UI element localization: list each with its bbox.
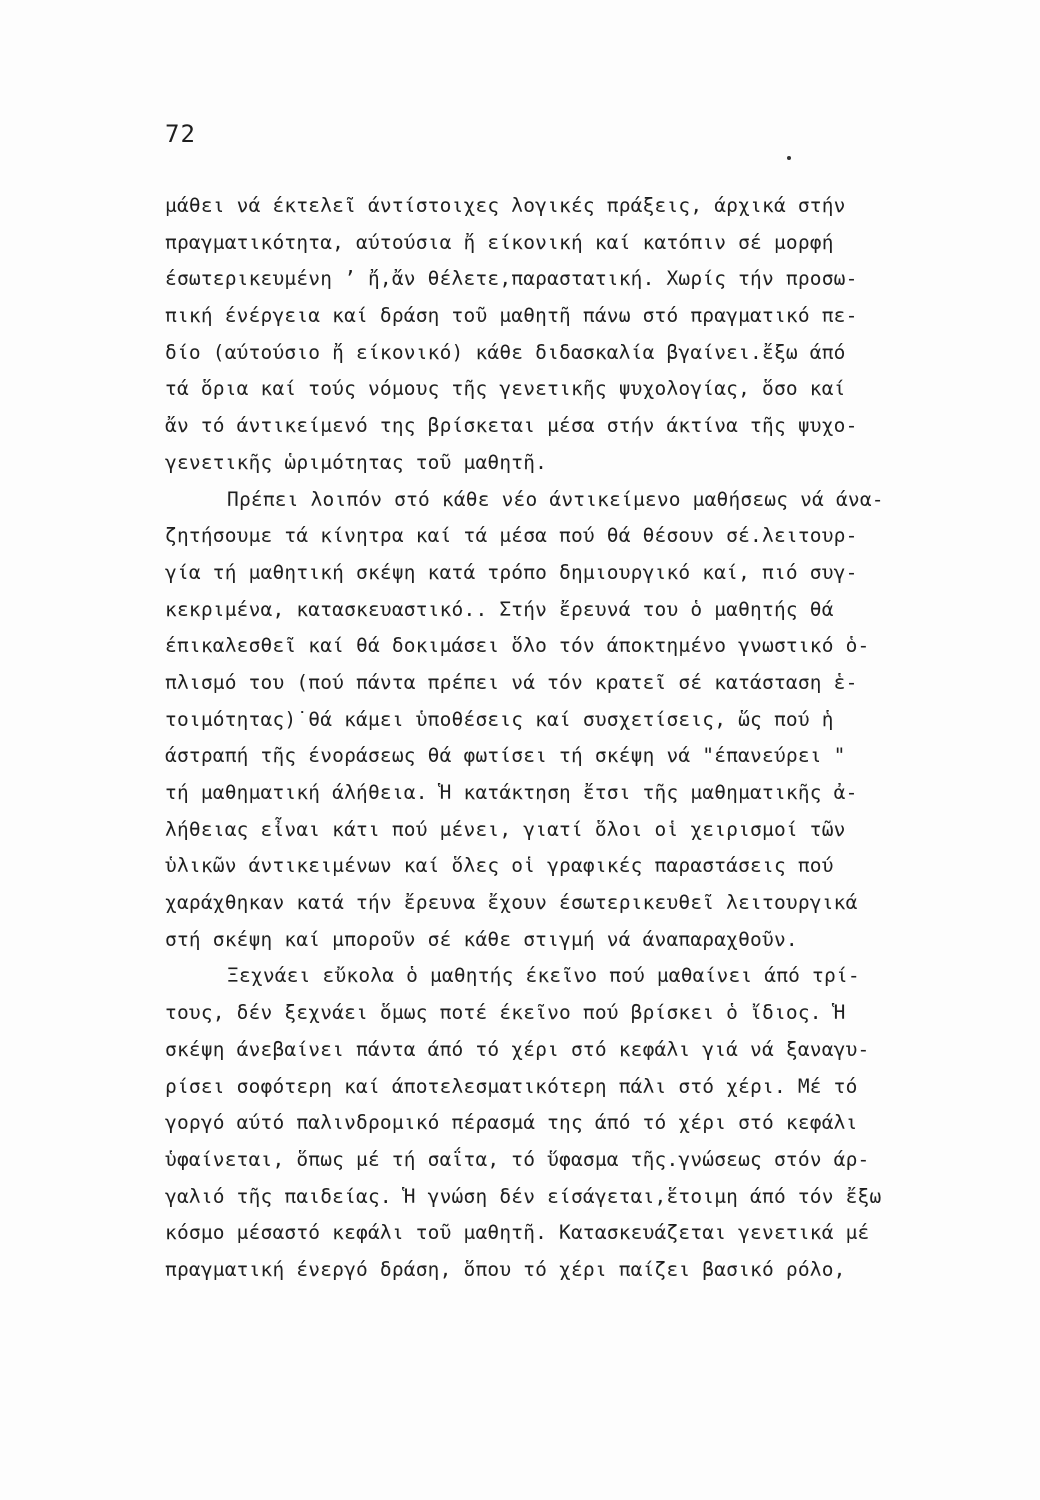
text-line: έπικαλεσθεῖ καί θά δοκιμάσει ὅλο τόν άποκτημένο γνωστικό ὁ- xyxy=(165,634,870,658)
text-line: στή σκέψη καί μποροῦν σέ κάθε στιγμή νά άναπαραχθοῦν. xyxy=(165,927,798,951)
text-line: κεκριμένα, κατασκευαστικό.. Στήν ἔρευνά του ὁ μαθητής θά xyxy=(165,597,834,621)
text-line: χαράχθηκαν κατά τήν ἔρευνα ἔχουν έσωτερικευθεῖ λειτουργικά xyxy=(165,891,858,915)
text-line: πραγματικότητα, αύτούσια ἤ είκονική καί κατόπιν σέ μορφή xyxy=(165,230,834,254)
stray-dot xyxy=(787,156,791,160)
text-line: κόσμο μέσαστό κεφάλι τοῦ μαθητῆ. Κατασκευάζεται γενετικά μέ xyxy=(165,1221,870,1245)
text-line: μάθει νά έκτελεῖ άντίστοιχες λογικές πράξεις, άρχικά στήν xyxy=(165,194,846,217)
page-number: 72 xyxy=(165,120,196,148)
text-line: γία τή μαθητική σκέψη κατά τρόπο δημιουργικό καί, πιό συγ- xyxy=(165,560,858,584)
text-line: πική ένέργεια καί δράση τοῦ μαθητῆ πάνω στό πραγματικό πε- xyxy=(165,304,858,328)
text-line: ὑφαίνεται, ὅπως μέ τή σαΐτα, τό ὕφασμα τῆς.γνώσεως στόν άρ- xyxy=(165,1147,870,1171)
text-line: ἄν τό άντικείμενό της βρίσκεται μέσα στήν άκτίνα τῆς ψυχο- xyxy=(165,414,858,438)
text-line: λήθειας εἶναι κάτι πού μένει, γιατί ὅλοι οἱ χειρισμοί τῶν xyxy=(165,817,846,841)
text-line: γαλιό τῆς παιδείας. Ἡ γνώση δέν είσάγεται,ἕτοιμη άπό τόν ἔξω xyxy=(165,1184,882,1208)
text-line: γοργό αύτό παλινδρομικό πέρασμά της άπό τό χέρι στό κεφάλι xyxy=(165,1111,858,1135)
text-line: τους, δέν ξεχνάει ὅμως ποτέ έκεῖνο πού βρίσκει ὁ ἴδιος. Ἡ xyxy=(165,1001,846,1025)
text-line: ζητήσουμε τά κίνητρα καί τά μέσα πού θά θέσουν σέ.λειτουρ- xyxy=(165,524,858,548)
text-line: ρίσει σοφότερη καί άποτελεσματικότερη πάλι στό χέρι. Μέ τό xyxy=(165,1074,858,1098)
text-line: τή μαθηματική άλήθεια. Ἡ κατάκτηση ἔτσι τῆς μαθηματικῆς ἀ- xyxy=(165,781,858,804)
paragraph-start-line: Ξεχνάει εὔκολα ὁ μαθητής έκεῖνο πού μαθαίνει άπό τρί- xyxy=(227,964,860,988)
paragraph-start-line: Πρέπει λοιπόν στό κάθε νέο άντικείμενο μαθήσεως νά άνα- xyxy=(227,487,884,511)
text-line: σκέψη άνεβαίνει πάντα άπό τό χέρι στό κεφάλι γιά νά ξαναγυ- xyxy=(165,1037,870,1061)
text-line: άστραπή τῆς ένοράσεως θά φωτίσει τή σκέψη νά "έπανεύρει " xyxy=(165,744,846,768)
text-line: ὑλικῶν άντικειμένων καί ὅλες οἱ γραφικές παραστάσεις πού xyxy=(165,854,834,878)
text-line: πραγματική ένεργό δράση, ὅπου τό χέρι παίζει βασικό ρόλο, xyxy=(165,1257,846,1281)
text-line: τοιμότητας)˙θά κάμει ὑποθέσεις καί συσχετίσεις, ὥς πού ἡ xyxy=(165,707,834,731)
text-line: γενετικῆς ὡριμότητας τοῦ μαθητῆ. xyxy=(165,450,548,474)
text-line: έσωτερικευμένη ’ ἤ,ἄν θέλετε,παραστατική. Χωρίς τήν προσω- xyxy=(165,267,858,291)
text-line: δίο (αύτούσιο ἤ είκονικό) κάθε διδασκαλία βγαίνει.ἔξω άπό xyxy=(165,340,846,364)
body-text xyxy=(165,188,1005,1289)
text-line: τά ὅρια καί τούς νόμους τῆς γενετικῆς ψυχολογίας, ὅσο καί xyxy=(165,377,846,401)
text-line: πλισμό του (πού πάντα πρέπει νά τόν κρατεῖ σέ κατάσταση ἑ- xyxy=(165,670,858,694)
